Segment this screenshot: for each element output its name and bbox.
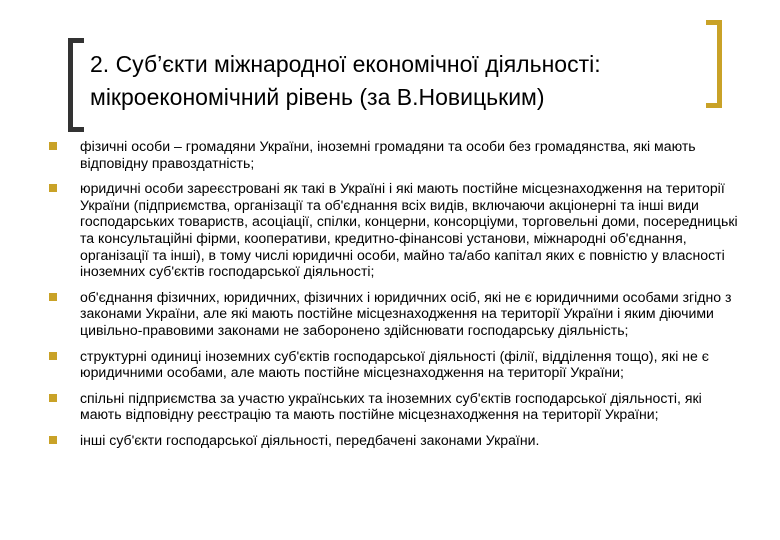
list-item <box>48 390 738 423</box>
list-item-text: інші суб'єкти господарської діяльності, передбачені законами України. <box>80 431 540 448</box>
square-bullet-icon <box>49 352 57 360</box>
list-item-text: об'єднання фізичних, юридичних, фізичних і юридичних осіб, які не є юридичними особами згідно з законами України, але які мають постійне місцезнаходження на території України і яким діючими цивільно-правовими законами не заборонено здійснювати господарську діяльність; <box>80 288 732 338</box>
square-bullet-icon <box>49 142 57 150</box>
list-item <box>48 138 738 171</box>
square-bullet-icon <box>49 436 57 444</box>
slide-title-line-2: мікроекономічний рівень (за В.Новицьким) <box>90 84 545 110</box>
square-bullet-icon <box>49 293 57 301</box>
square-bullet-icon <box>49 184 57 192</box>
right-bracket-decoration <box>706 20 722 108</box>
left-bracket-decoration <box>68 38 84 132</box>
list-item <box>48 180 738 280</box>
list-item-text: спільні підприємства за участю українських та іноземних суб'єктів господарської діяльності, які мають відповідну реєстрацію та мають постійне місцезнаходження на території України; <box>80 389 702 423</box>
bullet-list <box>48 138 738 458</box>
list-item <box>48 348 738 381</box>
list-item <box>48 289 738 339</box>
slide-title-line-1: 2. Суб’єкти міжнародної економічної діяльності: <box>90 51 601 77</box>
list-item-text: фізичні особи – громадяни України, іноземні громадяни та особи без громадянства, які мають відповідну правоздатність; <box>80 138 696 171</box>
list-item-text: структурні одиниці іноземних суб'єктів господарської діяльності (філії, відділення тощо), які не є юридичними особами, але мають постійне місцезнаходження на території України; <box>80 347 709 381</box>
list-item <box>48 432 738 449</box>
slide-title <box>90 48 700 114</box>
list-item-text: юридичні особи зареєстровані як такі в Україні і які мають постійне місцезнаходження на території України (підприємства, організації та об'єднання всіх видів, включаючи акціонерні та інші види господарських товариств, асоціації, спілки, концерни, консорціуми, торговельні доми, посередницькі та консультаційні фірми, кооперативи, кредитно-фінансові установи, міжнародні об'єднання, організації та інші), в тому числі юридичні особи, майно та/або капітал яких є повністю у власності іноземних суб'єктів господарської діяльності; <box>80 180 738 280</box>
square-bullet-icon <box>49 394 57 402</box>
